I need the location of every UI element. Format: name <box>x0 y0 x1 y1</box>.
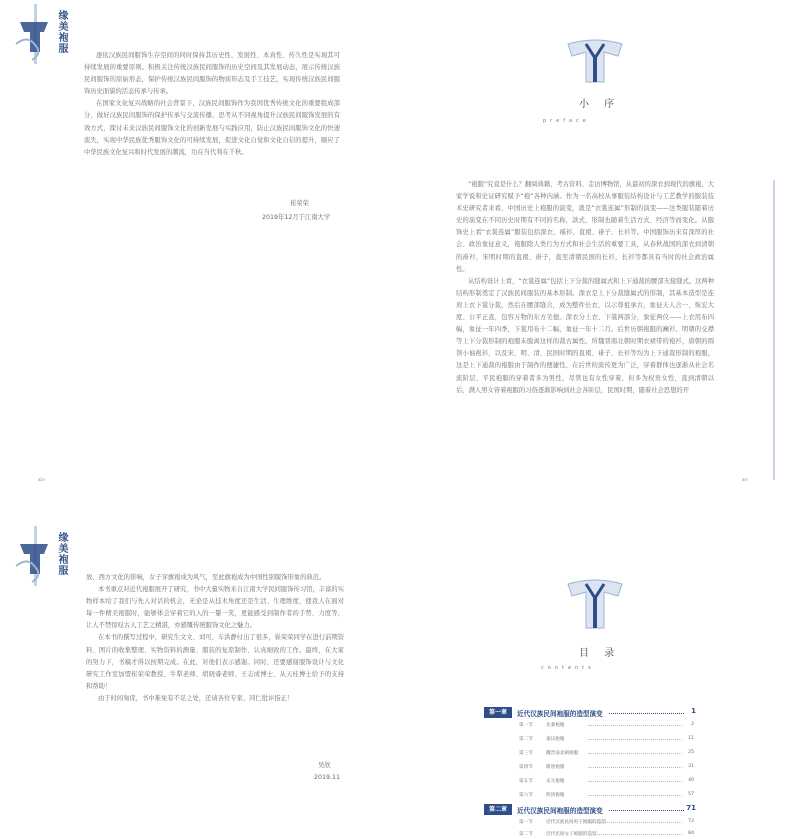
section-title-entry: 先秦袍服 <box>546 723 565 728</box>
paragraph: 本书重点对近代袍服展开了研究，书中大量实物来自江南大学民间服饰传习馆，丰富的实物样本给了我们与先人对话的机会，无论是从技术角度还是生活、生理维度，使我人在面对每一件精美袍服时，能够体会穿着它的人的一颦一笑，更能感受到制作者的手势、力度等，让人不禁惊叹古人工艺之精湛，亦感慨传统服饰文化之魅力。 <box>86 586 344 630</box>
section-number: 第二节 <box>519 737 533 742</box>
section-title-entry: 秦汉袍服 <box>546 737 565 742</box>
leader-dots <box>588 781 682 782</box>
section-subtitle: preface <box>543 118 590 124</box>
paragraph: 由于时间匆促，书中难免有不足之处，还请各位专家、同仁批评指正！ <box>98 694 294 702</box>
toc-chapter-row[interactable] <box>484 707 696 720</box>
brand-logo <box>14 4 74 74</box>
section-subtitle: contents <box>541 665 595 671</box>
section-page: 57 <box>688 792 694 797</box>
brand-logo <box>14 526 74 596</box>
chapter-page: 71 <box>686 804 696 812</box>
toc-section-row[interactable] <box>488 736 694 743</box>
page-3-body <box>86 572 344 705</box>
toc-section-row[interactable] <box>488 764 694 771</box>
paragraph: “袍服”究竟是什么？翻阅典籍、考古资料、走访博物馆，从最初的深衣到现代的旗袍，大家学说和史证研究赋予“袍”各种内涵。作为一名高校从事服装结构设计与工艺教学的服装技术史研究者来看，中国历史上袍服的演变，就是“衣裳连属”形制的演变——这类服装随着历史的演变在不同历史时期有不同的名称，款式、形制也随着生活方式、经济等而变化。从服饰史上看“衣裳连属”服装包括深衣、襦衫、直裰、褂子、长衫等。中国服饰历来有深厚的社会、政治象征意义，袍服除人类行为方式和社会生活的重要工具，从春秋战国的深衣到清朝的褂衫，宋明时期的直裰、褂子，直至清朝民国的长衫，长衫等都具有当时的社会政治属性。 <box>456 181 714 273</box>
leader-dots <box>588 753 682 754</box>
brand-title: 缘美袍服 <box>56 10 67 54</box>
section-number: 第四节 <box>519 765 533 770</box>
robe-icon <box>566 574 624 630</box>
page-folio: xiv <box>38 477 46 483</box>
leader-dots <box>588 834 682 835</box>
chapter-title: 近代汉族民间袍服的造型演变 <box>517 807 603 815</box>
section-number: 第六节 <box>519 793 533 798</box>
leader-dots <box>588 767 682 768</box>
author-date: 2019年12月于江南大学 <box>262 214 331 221</box>
section-title: 目 录 <box>579 648 621 659</box>
toc-chapter-row[interactable] <box>484 804 696 817</box>
author-signature: 崔荣荣 <box>290 200 309 207</box>
chapter-label: 第二章 <box>484 804 512 815</box>
section-title: 小 序 <box>579 99 621 110</box>
section-page: 11 <box>688 736 694 741</box>
toc-section-row[interactable] <box>488 831 694 838</box>
section-title-entry: 宋元袍服 <box>546 779 565 784</box>
toc-section-row[interactable] <box>488 792 694 799</box>
paragraph: 从结构设计上看，“衣裳连属”包括上下分裁的缝属式和上下通裁的腰部无接缝式。这两种结构形制奠定了汉族民间服装的基本形制。深衣是上下分裁缝属式的形制，其基本造型是连肩上衣下裳分裁，然后在腰部缝合，成为整件长衣，以示尊祖承古，象征天人合一、恢宏大度、公平正直，包容万物的东方美德。深衣分上衣、下裳两部分，象征两仪——上衣用布四幅，象征一年四季，下裳用布十二幅，象征一年十二月。后世历朝袍服的襕衫、明朝的交襟等上下分裁形制的袍服未脱离这样的裁古属性。所魏晋南北朝时期衣裙带的袍衫，唐朝的圆领小袖袍衫，以及宋、明、清、民国时期的直裰、褂子、长衫等均为上下通裁形制的袍服，这是上下通裁的袍服由于制作的便捷性，在后世的流传更为广泛，穿着群体也逐渐从社会名流阶层、平民袍服的穿着者多为男性，尽管也有女性穿着，但多为权贵女性，直到清朝以后，满人男女皆着袍服的习俗逐渐影响到社会各阶层，民国时期，随着社会思想的开 <box>456 277 714 394</box>
section-page: 72 <box>688 819 694 824</box>
page-1 <box>0 0 395 483</box>
section-title-entry: 近代汉族民间男子袍服的造型 <box>546 820 606 825</box>
leader-dots <box>588 725 682 726</box>
paragraph: 在国家文化复兴战略的社会背景下，汉族民间服饰作为我国优秀传统文化的重要组成部分，做好汉族民间服饰的保护传承与交流传播，思考从不同视角提升汉族民间服饰发展的有效方式，探讨未来汉族民间服饰文化的创新发展与实践应用，防止汉族民间服饰文化的快速流失，实现中华民族优秀服饰文化的可持续发展，促进文化自觉和文化自信的提升，顺应了中华民族文化复兴和时代发展的潮流，功在当代利在千秋。 <box>84 100 340 156</box>
page-folio: xv <box>742 477 748 483</box>
brand-title: 缘美袍服 <box>56 532 67 576</box>
chapter-title: 近代汉族民间袍服的造型演变 <box>517 710 603 718</box>
leader-dots <box>588 795 682 796</box>
section-title-entry: 隋唐袍服 <box>546 765 565 770</box>
section-title-entry: 魏晋南北朝袍服 <box>546 751 579 756</box>
section-number: 第一节 <box>519 723 533 728</box>
section-title-entry: 近代民间女子袍服的造型 <box>546 832 597 837</box>
section-number: 第三节 <box>519 751 533 756</box>
leader-dots <box>609 810 684 811</box>
toc-section-row[interactable] <box>488 722 694 729</box>
page-1-body <box>84 50 340 159</box>
toc-section-row[interactable] <box>488 750 694 757</box>
paragraph: 在本书的撰写过程中，研究生文文、刘可、车洪静付出了很多，崔荣荣同学在进行前期资料、图片的收集整理、实物资料的测量、服装的复原制作、认真细致的工作。最终，在大家的努力下，书稿才得以按期完成。在此，对他们表示感谢。同时，还要感谢服饰设计与文化研究工作室加盟崔荣荣教授、牛犁老师、胡晓睿老师、王志成博士、从天桂博士给予的支持和帮助！ <box>86 634 344 690</box>
page-2 <box>395 0 790 483</box>
page-edge-tab <box>773 180 775 480</box>
section-page: 84 <box>688 831 694 836</box>
chapter-label: 第一章 <box>484 707 512 718</box>
leader-dots <box>588 739 682 740</box>
section-number: 第二节 <box>519 832 533 837</box>
toc-section-row[interactable] <box>488 778 694 785</box>
toc-section-row[interactable] <box>488 819 694 826</box>
robe-icon <box>566 34 624 84</box>
section-page: 31 <box>688 764 694 769</box>
section-page: 2 <box>691 722 694 727</box>
author-signature: 吴欣 <box>318 762 331 769</box>
paragraph: 逐依汉族民间服饰生存空间的同时保持其历史性、发展性、本真性、传久性是实现其可持续发展的重要原则。积极关注传统汉族民间服饰的历史空间及其发展动态，展示传统汉族民间服饰的原始形态，保护传统汉族民间服饰的物质形态及手工技艺，实现传统汉族民间服饰历史面貌的活态传承与传承。 <box>84 52 340 96</box>
section-number: 第一节 <box>519 820 533 825</box>
page-2-body <box>456 179 714 397</box>
leader-dots <box>588 822 682 823</box>
section-title-entry: 明清袍服 <box>546 793 565 798</box>
author-date: 2019.11 <box>314 774 341 781</box>
leader-dots <box>609 713 684 714</box>
section-number: 第五节 <box>519 779 533 784</box>
section-page: 40 <box>688 778 694 783</box>
paragraph: 放、西方文化的影响，女子穿旗袍成为风气，至此旗袍成为中国性别服饰形象的典范。 <box>86 574 326 581</box>
section-page: 25 <box>688 750 694 755</box>
page-3 <box>0 532 395 839</box>
chapter-page: 1 <box>691 707 696 715</box>
